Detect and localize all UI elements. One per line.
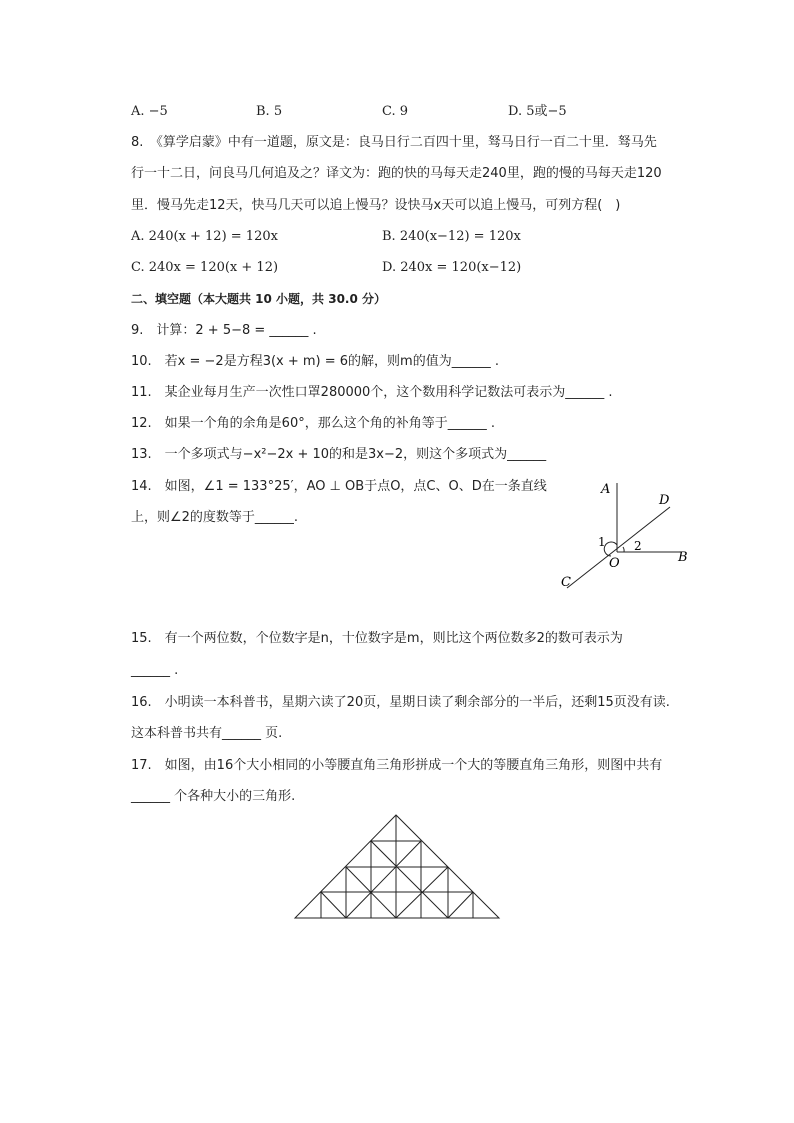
- q14-text-line1: 14. 如图，∠1 = 133°25′，AO ⊥ OB于点O，点C、O、D在一条直线: [131, 479, 547, 494]
- q7-option-d: D. 5或−5: [508, 104, 567, 119]
- label-d: D: [659, 493, 670, 508]
- label-o: O: [609, 556, 620, 571]
- q13-text: 13. 一个多项式与−x²−2x + 10的和是3x−2，则这个多项式为______: [131, 447, 547, 462]
- q7-option-b: B. 5: [256, 104, 283, 119]
- section-heading-fill-in: 二、填空题（本大题共 10 小题，共 30.0 分）: [131, 292, 387, 306]
- q15-text-line2: ______ .: [131, 663, 179, 678]
- q17-text-line2: ______ 个各种大小的三角形.: [131, 789, 296, 804]
- q7-option-c: C. 9: [382, 104, 409, 119]
- q8-option-a: A. 240(x + 12) = 120x: [131, 229, 278, 244]
- q8-option-d: D. 240x = 120(x−12): [382, 260, 522, 275]
- q11-text: 11. 某企业每月生产一次性口罩280000个，这个数用科学记数法可表示为______ .: [131, 385, 613, 400]
- label-angle1: 1: [598, 535, 606, 549]
- q12-text: 12. 如果一个角的余角是60°，那么这个角的补角等于______ .: [131, 416, 495, 431]
- q8-option-b: B. 240(x−12) = 120x: [382, 229, 521, 244]
- label-a: A: [601, 482, 611, 497]
- q16-text-line2: 这本科普书共有______ 页.: [131, 726, 283, 741]
- q10-text: 10. 若x = −2是方程3(x + m) = 6的解，则m的值为______ .: [131, 354, 499, 369]
- label-c: C: [561, 575, 571, 590]
- line-cd: [567, 507, 670, 588]
- q8-option-c: C. 240x = 120(x + 12): [131, 260, 279, 275]
- angle-figure: [555, 475, 705, 595]
- q15-text-line1: 15. 有一个两位数，个位数字是n，十位数字是m，则比这个两位数多2的数可表示为: [131, 631, 623, 646]
- label-angle2: 2: [634, 539, 642, 553]
- q8-text-line1: 8. 《算学启蒙》中有一道题，原文是：良马日行二百四十里，驽马日行一百二十里．驽马先: [131, 135, 657, 150]
- q9-text: 9. 计算：2 + 5−8 = ______ .: [131, 323, 317, 338]
- q8-text-line3: 里．慢马先走12天，快马几天可以追上慢马？设快马x天可以追上慢马，可列方程( ): [131, 198, 621, 213]
- grid-diagonal: [321, 892, 346, 918]
- q14-text-line2: 上，则∠2的度数等于______.: [131, 510, 299, 525]
- q8-text-line2: 行一十二日，问良马几何追及之？译文为：跑的快的马每天走240里，跑的慢的马每天走120: [131, 166, 662, 181]
- q16-text-line1: 16. 小明读一本科普书，星期六读了20页，星期日读了剩余部分的一半后，还剩15页没有读.: [131, 695, 670, 710]
- q17-text-line1: 17. 如图，由16个大小相同的小等腰直角三角形拼成一个大的等腰直角三角形，则图中共有: [131, 758, 663, 773]
- q7-option-a: A. −5: [131, 104, 168, 119]
- triangle-grid-figure: [292, 812, 504, 922]
- label-b: B: [678, 550, 688, 565]
- angle2-arc: [623, 547, 624, 552]
- grid-diagonal: [448, 892, 473, 918]
